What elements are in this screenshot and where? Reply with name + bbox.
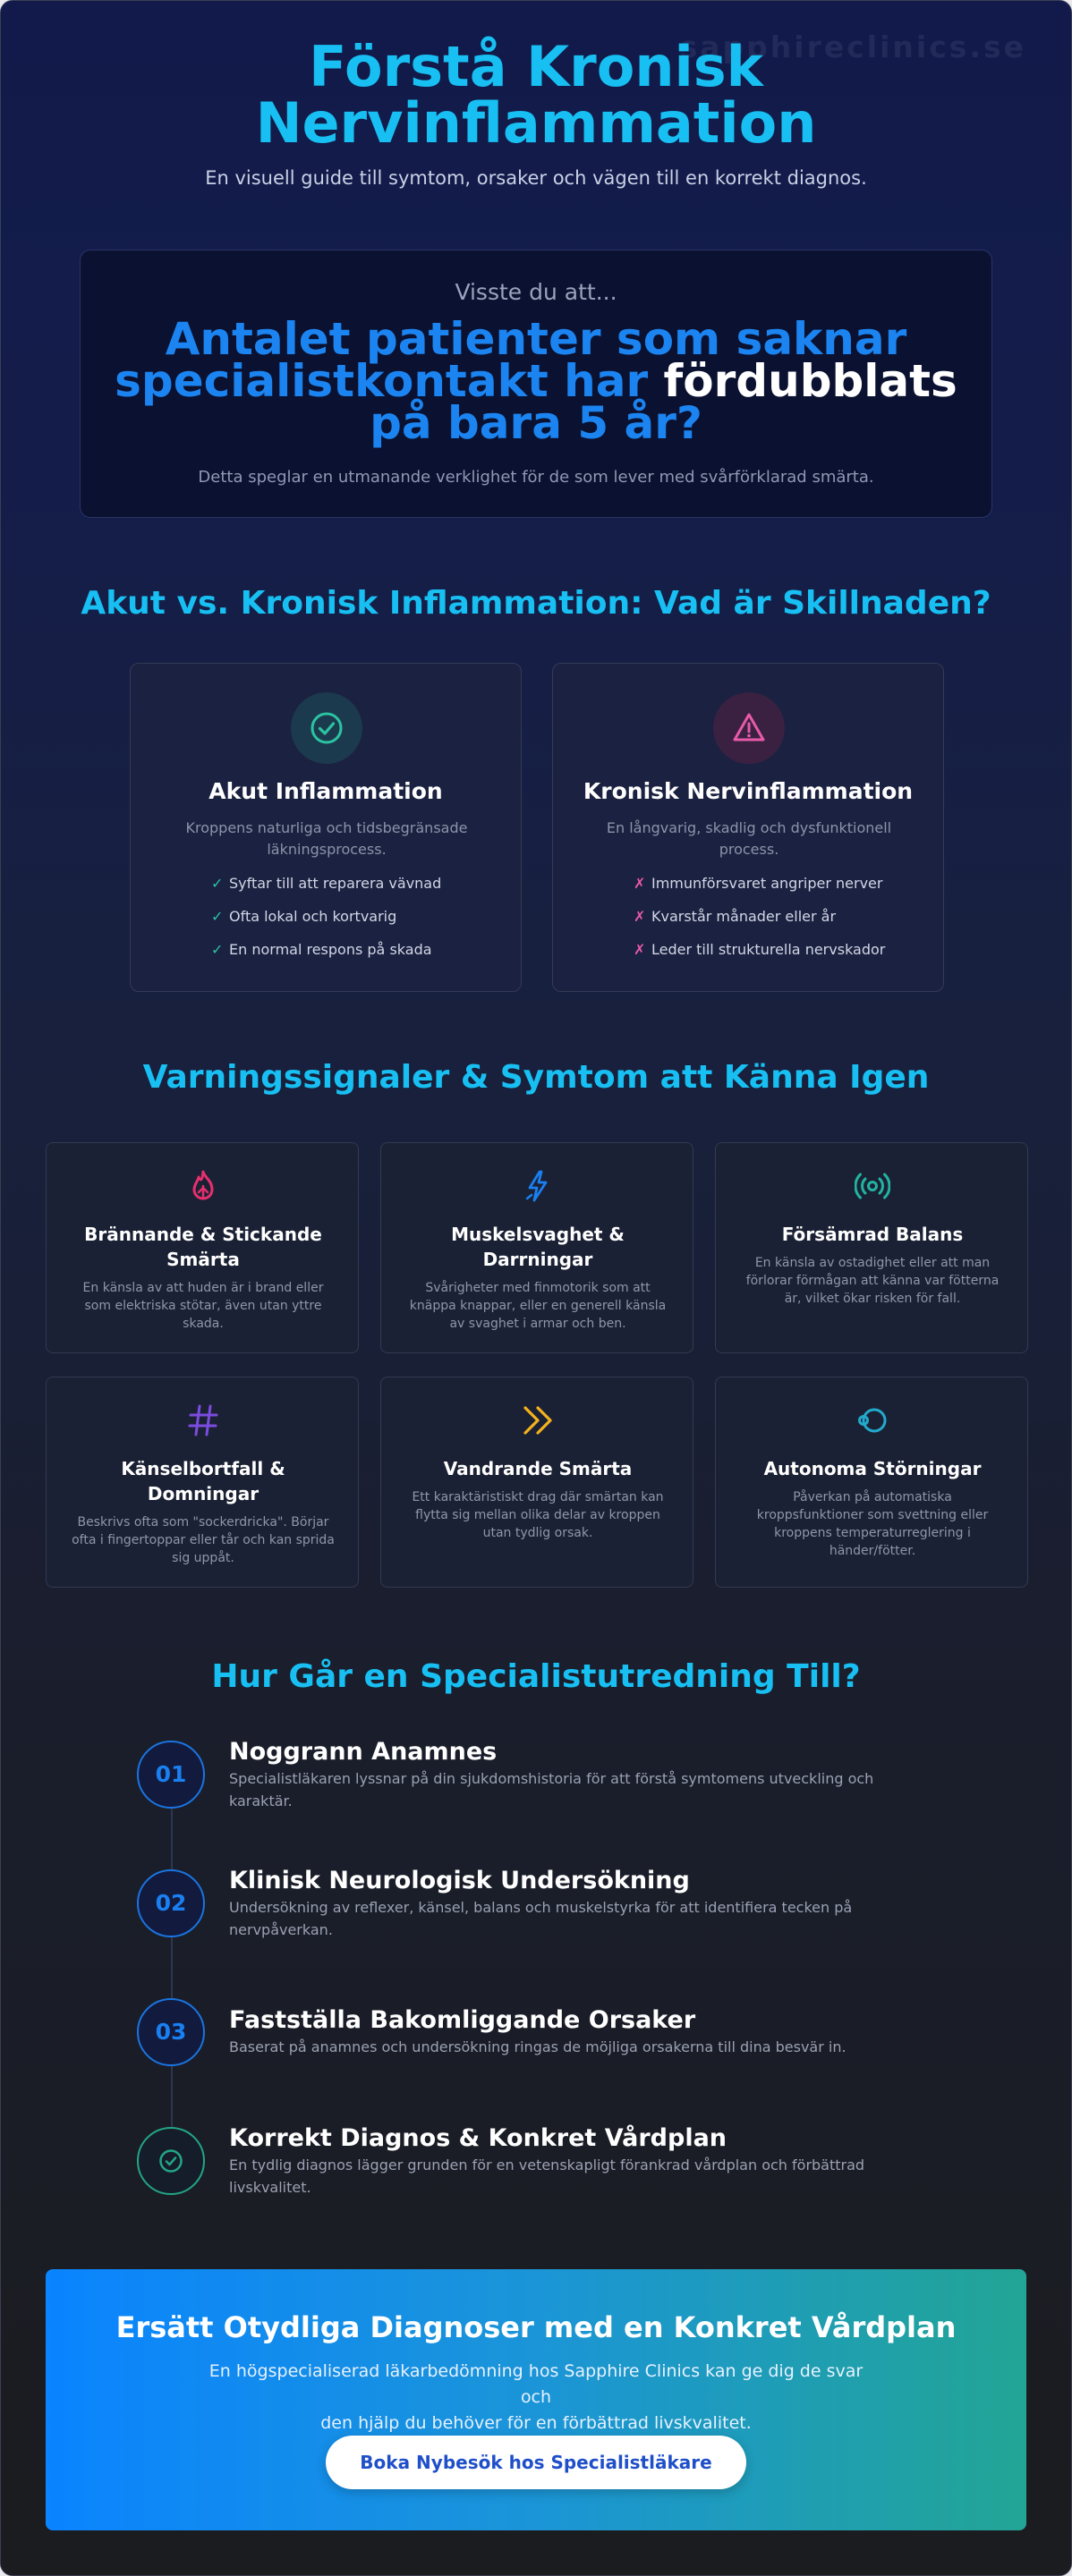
page-title-line2: Nervinflammation — [255, 90, 817, 156]
symptom-desc-line: kroppsfunktioner som svettning eller — [756, 1508, 989, 1522]
symptom-desc-line: Svårigheter med finmotorik som att — [425, 1281, 651, 1295]
symptom-title — [399, 1456, 676, 1481]
symptom-title-line: Muskelsvaghet & — [451, 1224, 625, 1245]
fact-line3: på bara 5 år? — [370, 397, 702, 449]
fact-lead: Visste du att... — [455, 279, 617, 305]
symptom-title-line: Vandrande Smärta — [443, 1458, 633, 1479]
cross-mark-icon: ✗ — [634, 875, 646, 892]
step-desc-line: Specialistläkaren lyssnar på din sjukdomshistoria för att förstå symtomens utveckling och — [229, 1770, 874, 1787]
check-mark-icon: ✓ — [211, 875, 224, 892]
symptom-desc-line: av svaghet i armar och ben. — [449, 1317, 626, 1331]
symptom-title-line: Brännande & Stickande — [84, 1224, 322, 1245]
flame-icon — [185, 1168, 221, 1204]
symptom-title-line: Autonoma Störningar — [763, 1458, 982, 1479]
step-number-3: 03 — [137, 1998, 205, 2066]
symptom-title — [399, 1222, 676, 1272]
step-title: Fastställa Bakomliggande Orsaker — [229, 2006, 696, 2034]
step-desc — [229, 2036, 918, 2058]
chronic-card — [552, 663, 944, 992]
acute-list-item — [211, 875, 441, 908]
cta-title: Ersätt Otydliga Diagnoser med en Konkret Vårdplan — [115, 2310, 957, 2344]
symptom-desc — [406, 1488, 669, 1542]
chronic-item-text: Leder till strukturella nervskador — [651, 941, 886, 958]
symptom-desc — [72, 1279, 335, 1333]
acute-list-item — [211, 908, 441, 941]
symptom-desc-line: är, vilket ökar risken för fall. — [784, 1292, 961, 1306]
acute-card — [130, 663, 522, 992]
step-connector — [171, 2065, 173, 2128]
symptom-desc-line: utan tydlig orsak. — [482, 1526, 593, 1540]
symptom-desc — [741, 1488, 1004, 1560]
symptom-desc-line: förlorar förmågan att känna var fötterna — [745, 1274, 1000, 1288]
step-desc-line: livskvalitet. — [229, 2179, 311, 2196]
acute-desc-line2: läkningsprocess. — [267, 841, 387, 858]
symptom-desc-line: ofta i fingertoppar eller tår och kan sprida — [72, 1533, 335, 1547]
acute-desc-line1: Kroppens naturliga och tidsbegränsade — [185, 819, 468, 836]
step-desc — [229, 2154, 918, 2199]
chronic-icon-circle — [713, 692, 785, 764]
book-appointment-button[interactable]: Boka Nybesök hos Specialistläkare — [326, 2436, 746, 2489]
fact-line2-text: specialistkontakt har — [115, 355, 664, 407]
step-desc-line: Undersökning av reflexer, känsel, balans och muskelstyrka för att identifiera tecken på — [229, 1899, 853, 1916]
acute-desc — [175, 818, 478, 860]
symptom-desc-line: som elektriska stötar, även utan yttre — [84, 1299, 322, 1313]
chronic-desc-line2: process. — [719, 841, 779, 858]
symptom-desc-line: knäppa knappar, eller en generell känsla — [409, 1299, 667, 1313]
chronic-desc-line1: En långvarig, skadlig och dysfunktionell — [606, 819, 892, 836]
double-chevron-icon — [520, 1402, 556, 1438]
symptom-title-line: Känselbortfall & — [121, 1458, 285, 1479]
symptom-card-balance — [715, 1142, 1028, 1353]
symptom-desc — [72, 1513, 335, 1567]
symptom-desc — [741, 1254, 1004, 1308]
cross-mark-icon: ✗ — [634, 908, 646, 925]
symptom-desc-line: Påverkan på automatiska — [793, 1490, 952, 1504]
page-title — [1, 34, 1071, 156]
symptom-desc-line: händer/fötter. — [829, 1544, 916, 1558]
lightning-icon — [520, 1168, 556, 1204]
symptom-desc-line: flytta sig mellan olika delar av kroppen — [415, 1508, 660, 1522]
symptom-title — [64, 1222, 342, 1272]
step-final — [137, 2127, 205, 2195]
chronic-list-item — [634, 875, 885, 908]
acute-list — [211, 875, 441, 974]
step-number-2: 02 — [137, 1869, 205, 1937]
step-title: Noggrann Anamnes — [229, 1738, 498, 1766]
page-title-line1: Förstå Kronisk — [309, 34, 763, 99]
step-connector — [171, 1808, 173, 1870]
symptom-card-burning — [46, 1142, 359, 1353]
chronic-list-item — [634, 941, 885, 974]
check-mark-icon: ✓ — [211, 908, 224, 925]
symptom-title — [64, 1456, 342, 1506]
cta-banner — [46, 2269, 1026, 2530]
symptom-card-autonomic — [715, 1377, 1028, 1588]
acute-item-text: Ofta lokal och kortvarig — [229, 908, 397, 925]
symptom-title — [734, 1456, 1011, 1481]
acute-title: Akut Inflammation — [208, 778, 443, 804]
symptom-desc-line: Ett karaktäristiskt drag där smärtan kan — [412, 1490, 664, 1504]
check-mark-icon: ✓ — [211, 941, 224, 958]
symptom-desc — [406, 1279, 669, 1333]
fact-note: Detta speglar en utmanande verklighet för de som lever med svårförklarad smärta. — [198, 468, 874, 487]
acute-icon-circle — [291, 692, 362, 764]
cta-desc-line: En högspecialiserad läkarbedömning hos Sapphire Clinics kan ge dig de svar och — [208, 2361, 864, 2407]
step-desc-line: En tydlig diagnos lägger grunden för en vetenskapligt förankrad vårdplan och förbättrad — [229, 2157, 865, 2174]
step-desc — [229, 1767, 918, 1812]
step-connector — [171, 1936, 173, 1999]
step-desc-line: Baserat på anamnes och undersökning ringas de möjliga orsakerna till dina besvär in. — [229, 2038, 847, 2055]
symptom-title-line: Smärta — [166, 1249, 240, 1270]
process-title: Hur Går en Specialistutredning Till? — [211, 1658, 861, 1695]
symptom-title — [734, 1222, 1011, 1247]
chronic-item-text: Kvarstår månader eller år — [651, 908, 837, 925]
symptom-desc-line: skada. — [183, 1317, 224, 1331]
step-desc — [229, 1896, 918, 1941]
comparison-title: Akut vs. Kronisk Inflammation: Vad är Skillnaden? — [81, 585, 991, 622]
step-number-1: 01 — [137, 1741, 205, 1809]
symptom-card-weakness — [380, 1142, 693, 1353]
cta-desc — [207, 2359, 865, 2436]
acute-list-item — [211, 941, 441, 974]
hash-icon — [185, 1402, 221, 1438]
warning-triangle-icon — [731, 710, 767, 746]
fact-highlight: fördubblats — [663, 355, 957, 407]
chronic-title: Kronisk Nervinflammation — [583, 778, 914, 804]
broadcast-icon — [855, 1168, 890, 1204]
chronic-list — [634, 875, 885, 974]
symptom-title-line: Domningar — [147, 1483, 259, 1504]
step-title: Klinisk Neurologisk Undersökning — [229, 1867, 690, 1894]
acute-item-text: Syftar till att reparera vävnad — [229, 875, 442, 892]
check-circle-icon — [157, 2148, 184, 2174]
symptom-desc-line: En känsla av att huden är i brand eller — [82, 1281, 324, 1295]
symptom-desc-line: sig uppåt. — [172, 1551, 234, 1565]
symptom-title-line: Darrningar — [482, 1249, 593, 1270]
watermark: sapphireclinics.se — [679, 30, 1026, 64]
chronic-list-item — [634, 908, 885, 941]
symptom-desc-line: En känsla av ostadighet eller att man — [754, 1256, 991, 1270]
step-desc-line: nervpåverkan. — [229, 1921, 333, 1938]
fact-box — [80, 250, 992, 518]
symptom-desc-line: kroppens temperaturreglering i — [774, 1526, 971, 1540]
fact-line2 — [81, 355, 991, 407]
step-title: Korrekt Diagnos & Konkret Vårdplan — [229, 2124, 727, 2152]
fact-line1: Antalet patienter som saknar — [165, 313, 907, 365]
cta-desc-line: den hjälp du behöver för en förbättrad livskvalitet. — [320, 2413, 752, 2433]
fact-statement — [81, 313, 991, 449]
check-circle-icon — [309, 710, 345, 746]
symptom-card-numbness — [46, 1377, 359, 1588]
symptom-desc-line: Beskrivs ofta som "sockerdricka". Börjar — [77, 1515, 329, 1530]
toggle-circle-icon — [855, 1402, 890, 1438]
symptoms-title: Varningssignaler & Symtom att Känna Igen — [142, 1059, 930, 1096]
cross-mark-icon: ✗ — [634, 941, 646, 958]
step-desc-line: karaktär. — [229, 1792, 293, 1809]
symptom-card-wandering-pain — [380, 1377, 693, 1588]
page-subtitle: En visuell guide till symtom, orsaker och vägen till en korrekt diagnos. — [205, 167, 867, 189]
chronic-desc — [598, 818, 900, 860]
symptom-title-line: Försämrad Balans — [781, 1224, 964, 1245]
chronic-item-text: Immunförsvaret angriper nerver — [651, 875, 883, 892]
acute-item-text: En normal respons på skada — [229, 941, 432, 958]
